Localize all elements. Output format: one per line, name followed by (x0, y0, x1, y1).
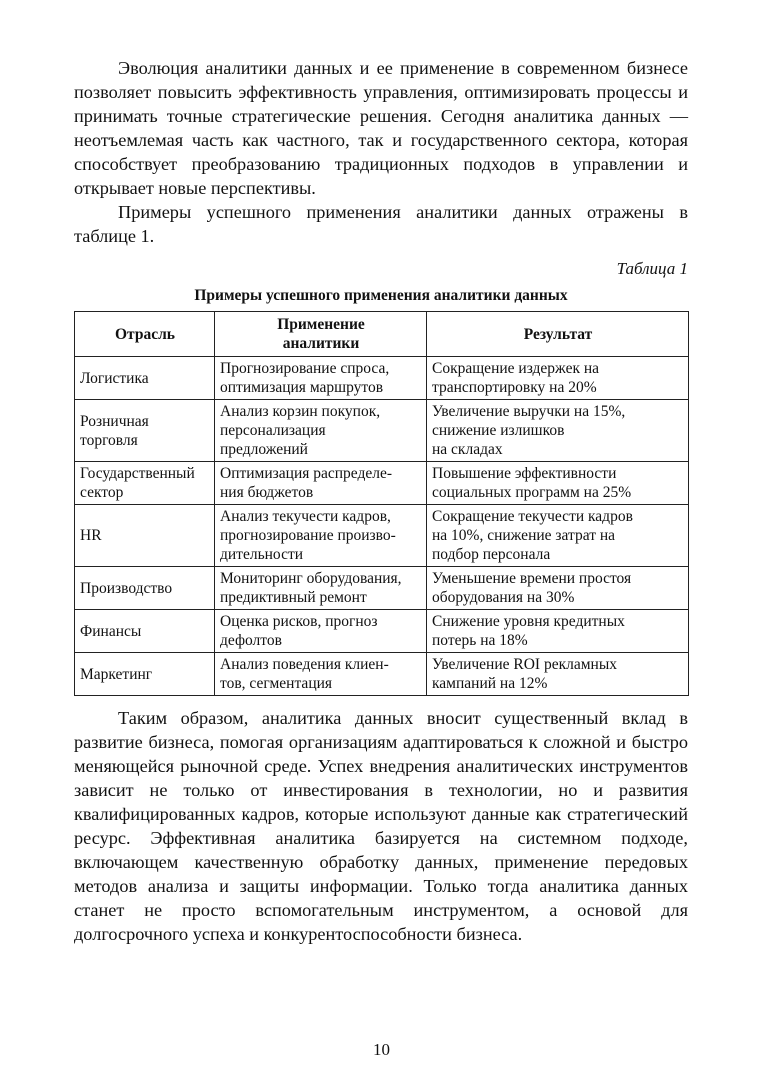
table-row (75, 357, 689, 400)
cell-industry: Финансы (75, 610, 215, 653)
cell-industry: Логистика (75, 357, 215, 400)
cell-result: Сокращение текучести кадров на 10%, снижение затрат на подбор персонала (427, 505, 689, 567)
table-row (75, 505, 689, 567)
page-number: 10 (373, 1040, 390, 1059)
page-content (74, 56, 688, 946)
cell-application: Мониторинг оборудования, предиктивный ремонт (215, 567, 427, 610)
cell-result: Увеличение выручки на 15%, снижение излишков на складах (427, 400, 689, 462)
header-result: Результат (427, 312, 689, 357)
paragraph-table-reference: Примеры успешного применения аналитики данных отражены в таблице 1. (74, 202, 688, 246)
header-application: Применение аналитики (215, 312, 427, 357)
paragraph-conclusion: Таким образом, аналитика данных вносит существенный вклад в развитие бизнеса, помогая организациям адаптироваться к сложной и быстро меняющейся рыночной среде. Успех внедрения аналитических инструментов зависит не только от инвестирования в технологии, но и развития квалифицированных кадров, которые используют данные как стратегический ресурс. Эффективная аналитика базируется на системном подходе, включающем качественную обработку данных, применение передовых методов анализа и защиты информации. Только тогда аналитика данных станет не просто вспомогательным инструментом, а основой для долгосрочного успеха и конкурентоспособности бизнеса. (74, 708, 688, 944)
cell-application: Оптимизация распределе- ния бюджетов (215, 462, 427, 505)
cell-application: Анализ текучести кадров, прогнозирование произво- дительности (215, 505, 427, 567)
cell-industry: Розничная торговля (75, 400, 215, 462)
cell-application: Анализ поведения клиен- тов, сегментация (215, 653, 427, 696)
table-label: Таблица 1 (616, 259, 688, 278)
cell-result: Повышение эффективности социальных программ на 25% (427, 462, 689, 505)
cell-application: Оценка рисков, прогноз дефолтов (215, 610, 427, 653)
cell-application: Анализ корзин покупок, персонализация предложений (215, 400, 427, 462)
cell-industry: Производство (75, 567, 215, 610)
cell-industry: Государственный сектор (75, 462, 215, 505)
table-row (75, 610, 689, 653)
table-row (75, 567, 689, 610)
table-header-row (75, 312, 689, 357)
cell-result: Снижение уровня кредитных потерь на 18% (427, 610, 689, 653)
table-caption: Примеры успешного применения аналитики данных (194, 287, 568, 304)
header-industry: Отрасль (75, 312, 215, 357)
cell-result: Уменьшение времени простоя оборудования на 30% (427, 567, 689, 610)
cell-industry: Маркетинг (75, 653, 215, 696)
table-row (75, 400, 689, 462)
paragraph-intro: Эволюция аналитики данных и ее применение в современном бизнесе позволяет повысить эффективность управления, оптимизировать процессы и принимать точные стратегические решения. Сегодня аналитика данных — неотъемлемая часть как частного, так и государственного сектора, которая способствует преобразованию традиционных подходов в управлении и открывает новые перспективы. (74, 58, 688, 198)
cell-result: Увеличение ROI рекламных кампаний на 12% (427, 653, 689, 696)
table-row (75, 462, 689, 505)
cell-industry: HR (75, 505, 215, 567)
analytics-examples-table (74, 311, 689, 696)
table-row (75, 653, 689, 696)
cell-application: Прогнозирование спроса, оптимизация маршрутов (215, 357, 427, 400)
cell-result: Сокращение издержек на транспортировку на 20% (427, 357, 689, 400)
